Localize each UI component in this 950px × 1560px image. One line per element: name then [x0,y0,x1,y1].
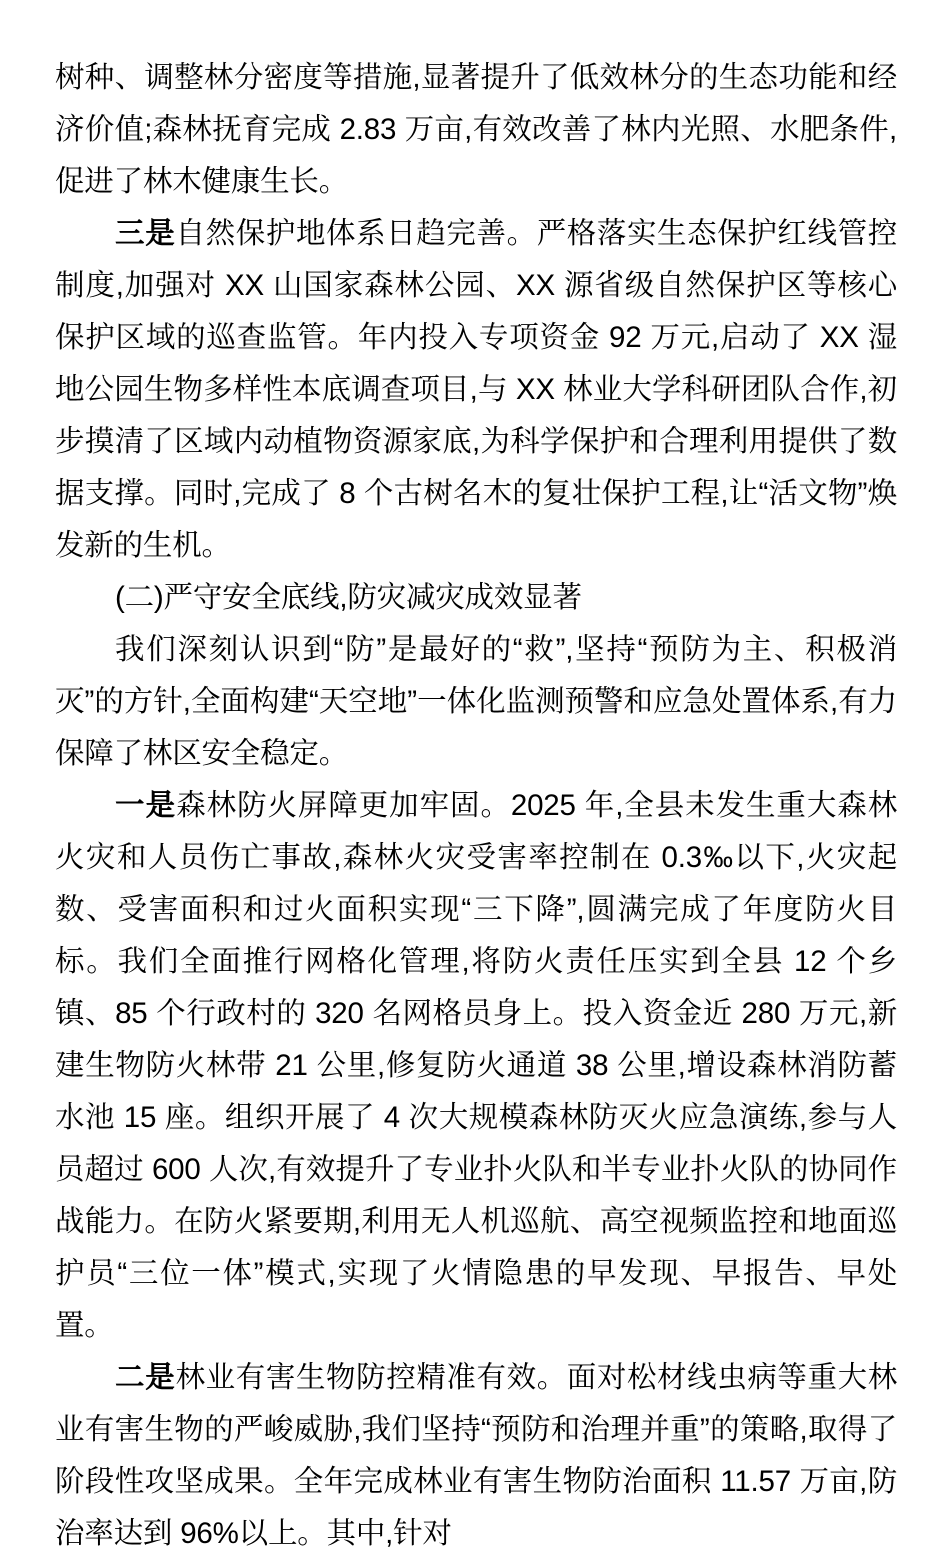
paragraph-point-three-body: 自然保护地体系日趋完善。严格落实生态保护红线管控制度,加强对 XX 山国家森林公园、XX 源省级自然保护区等核心保护区域的巡查监管。年内投入专项资金 92 万元,启动了 XX 湿地公园生物多样性本底调查项目,与 XX 林业大学科研团队合作,初步摸清了区域内动植物资源家底,为科学保护和合理利用提供了数据支撑。同时,完成了 8 个古树名木的复壮保护工程,让“活文物”焕发新的生机。 [55,217,897,562]
paragraph-section-two-intro: 我们深刻认识到“防”是最好的“救”,坚持“预防为主、积极消灭”的方针,全面构建“天空地”一体化监测预警和应急处置体系,有力保障了林区安全稳定。 [55,633,897,770]
paragraph-point-two-body: 林业有害生物防控精准有效。面对松材线虫病等重大林业有害生物的严峻威胁,我们坚持“预防和治理并重”的策略,取得了阶段性攻坚成果。全年完成林业有害生物防治面积 11.57 万亩,防治率达到 96%以上。其中,针对 [55,1361,897,1550]
paragraph-point-one-body: 森林防火屏障更加牢固。2025 年,全县未发生重大森林火灾和人员伤亡事故,森林火灾受害率控制在 0.3‰以下,火灾起数、受害面积和过火面积实现“三下降”,圆满完成了年度防火目标。我们全面推行网格化管理,将防火责任压实到全县 12 个乡镇、85 个行政村的 320 名网格员身上。投入资金近 280 万元,新建生物防火林带 21 公里,修复防火通道 38 公里,增设森林消防蓄水池 15 座。组织开展了 4 次大规模森林防灭火应急演练,参与人员超过 600 人次,有效提升了专业扑火队和半专业扑火队的协同作战能力。在防火紧要期,利用无人机巡航、高空视频监控和地面巡护员“三位一体”模式,实现了火情隐患的早发现、早报告、早处置。 [55,789,897,1342]
heading-section-two: (二)严守安全底线,防灾减灾成效显著 [115,581,582,614]
paragraph-point-three [55,208,897,572]
paragraph-continuation-top: 树种、调整林分密度等措施,显著提升了低效林分的生态功能和经济价值;森林抚育完成 2.83 万亩,有效改善了林内光照、水肥条件,促进了林木健康生长。 [55,61,897,198]
paragraph-point-two [55,1352,897,1560]
document-text-column [55,52,897,1560]
lead-label-three: 三是 [115,217,176,250]
lead-label-two: 二是 [115,1361,176,1394]
paragraph-point-one [55,780,897,1352]
lead-label-one: 一是 [115,789,177,822]
